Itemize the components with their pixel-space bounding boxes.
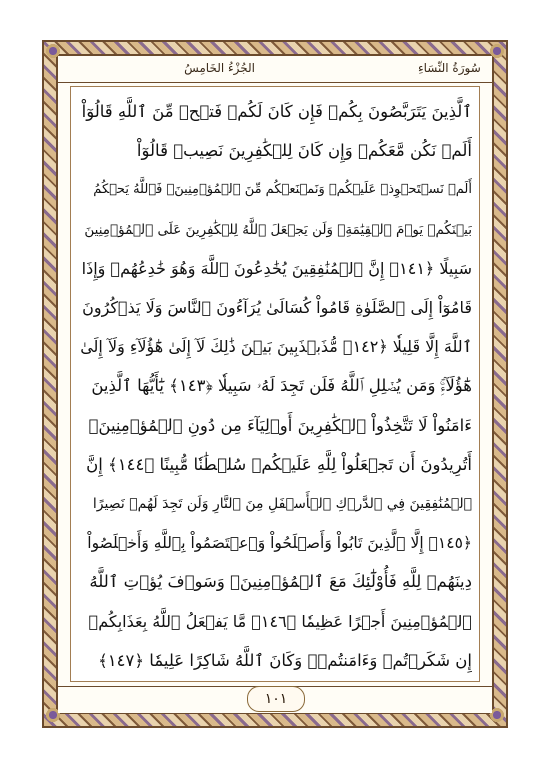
verse-line: ٱلَّذِينَ يَتَرَبَّصُونَ بِكُمۡ فَإِن كَانَ لَكُمۡ فَتۡحٞ مِّنَ ٱللَّهِ قَالُوٓاْ [81,102,472,121]
verse-line: أَلَمۡ نَسۡتَحۡوِذۡ عَلَيۡكُمۡ وَنَمۡنَعۡكُم مِّنَ ٱلۡمُؤۡمِنِينَۚ فَٱللَّهُ يَحۡكُمُ [93,182,472,198]
verse-line: أَلَمۡ نَكُن مَّعَكُمۡ وَإِن كَانَ لِلۡكَٰفِرِينَ نَصِيبٞ قَالُوٓاْ [136,141,472,161]
verse-line: ﴿١٤٥﴾ إِلَّا ٱلَّذِينَ تَابُواْ وَأَصۡلَحُواْ وَٱعۡتَصَمُواْ بِٱللَّهِ وَأَخۡلَصُواْ [87,534,472,553]
verse-line: ٱلۡمُنَٰفِقِينَ فِي ٱلدَّرۡكِ ٱلۡأَسۡفَلِ مِنَ ٱلنَّارِ وَلَن تَجِدَ لَهُمۡ نَصِيرًا [92,496,472,512]
surah-label: سُورَةُ النِّسَاءِ [418,61,481,75]
verse-line: سَبِيلًا ﴿١٤١﴾ إِنَّ ٱلۡمُنَٰفِقِينَ يُخَٰدِعُونَ ٱللَّهَ وَهُوَ خَٰدِعُهُمۡ وَإِذَا [81,258,472,278]
verse-line: هَٰٓؤُلَآءِۚ وَمَن يُضۡلِلِ ٱللَّهُ فَلَن تَجِدَ لَهُۥ سَبِيلٗا ﴿١٤٣﴾ يَٰٓأَيُّهَا ٱلَّذِينَ [91,376,472,396]
page-number: ١٠١ [247,686,305,712]
verse-line: أَتُرِيدُونَ أَن تَجۡعَلُواْ لِلَّهِ عَلَيۡكُمۡ سُلۡطَٰنٗا مُّبِينًا ﴿١٤٤﴾ إِنَّ [86,454,472,474]
verse-line: إِن شَكَرۡتُمۡ وَءَامَنتُمۡۚ وَكَانَ ٱللَّهُ شَاكِرًا عَلِيمٗا ﴿١٤٧﴾ [98,650,472,670]
juz-label: الجُزْءُ الخَامِسُ [184,61,255,75]
verse-line: قَامُوٓاْ إِلَى ٱلصَّلَوٰةِ قَامُواْ كُسَالَىٰ يُرَآءُونَ ٱلنَّاسَ وَلَا يَذۡكُرُونَ [82,298,472,317]
verse-line: دِينَهُمۡ لِلَّهِ فَأُوْلَٰٓئِكَ مَعَ ٱلۡمُؤۡمِنِينَۖ وَسَوۡفَ يُؤۡتِ ٱللَّهُ [89,572,472,592]
verse-line: ءَامَنُواْ لَا تَتَّخِذُواْ ٱلۡكَٰفِرِينَ أَوۡلِيَآءَ مِن دُونِ ٱلۡمُؤۡمِنِينَۚ [88,415,472,435]
verse-line: ٱللَّهَ إِلَّا قَلِيلٗا ﴿١٤٢﴾ مُّذَبۡذَبِينَ بَيۡنَ ذَٰلِكَ لَآ إِلَىٰ هَٰٓؤُلَآءِ وَلَآ إِلَىٰ [80,337,472,357]
verse-line: بَيۡنَكُمۡ يَوۡمَ ٱلۡقِيَٰمَةِۗ وَلَن يَجۡعَلَ ٱللَّهُ لِلۡكَٰفِرِينَ عَلَى ٱلۡمُؤۡمِنِينَ [84,221,472,238]
verse-line: ٱلۡمُؤۡمِنِينَ أَجۡرًا عَظِيمٗا ﴿١٤٦﴾ مَّا يَفۡعَلُ ٱللَّهُ بِعَذَابِكُمۡ [88,611,472,631]
